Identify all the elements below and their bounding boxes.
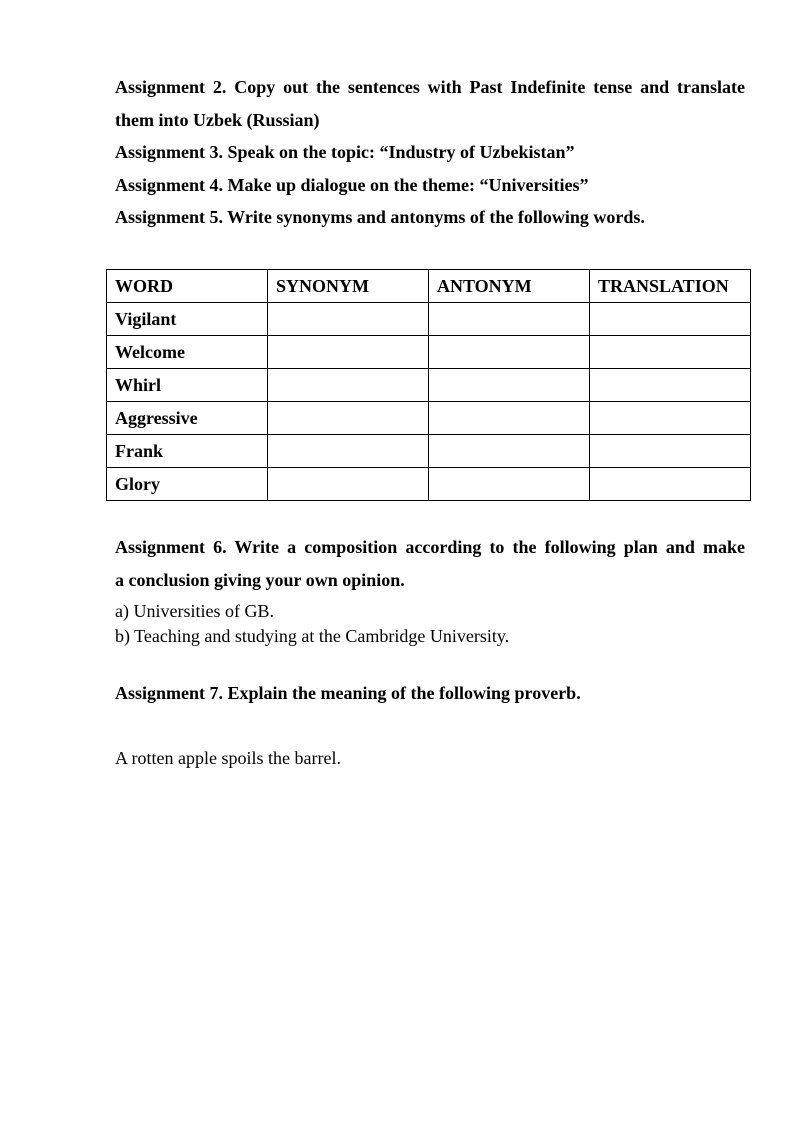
antonym-cell[interactable] — [429, 336, 590, 369]
synonym-cell[interactable] — [268, 303, 429, 336]
translation-cell[interactable] — [590, 303, 751, 336]
antonym-cell[interactable] — [429, 303, 590, 336]
header-antonym: ANTONYM — [429, 270, 590, 303]
word-cell: Frank — [107, 435, 268, 468]
assignment-6-line-2: a conclusion giving your own opinion. — [115, 570, 405, 590]
antonym-cell[interactable] — [429, 435, 590, 468]
words-table — [106, 269, 751, 501]
table-row — [107, 468, 751, 501]
table-row — [107, 336, 751, 369]
translation-cell[interactable] — [590, 336, 751, 369]
plan-item-a: a) Universities of GB. — [115, 601, 274, 621]
translation-cell[interactable] — [590, 369, 751, 402]
header-translation: TRANSLATION — [590, 270, 751, 303]
synonym-cell[interactable] — [268, 468, 429, 501]
synonym-cell[interactable] — [268, 336, 429, 369]
table-row — [107, 369, 751, 402]
assignment-3: Assignment 3. Speak on the topic: “Industry of Uzbekistan” — [115, 142, 575, 162]
assignment-6 — [115, 531, 745, 597]
word-cell: Whirl — [107, 369, 268, 402]
word-cell: Aggressive — [107, 402, 268, 435]
antonym-cell[interactable] — [429, 468, 590, 501]
antonym-cell[interactable] — [429, 369, 590, 402]
synonym-cell[interactable] — [268, 402, 429, 435]
assignment-2 — [115, 71, 745, 137]
word-cell: Glory — [107, 468, 268, 501]
translation-cell[interactable] — [590, 402, 751, 435]
assignment-2-line-1: Assignment 2. Copy out the sentences with Past Indefinite tense and translate — [115, 77, 745, 97]
antonym-cell[interactable] — [429, 402, 590, 435]
table-row — [107, 303, 751, 336]
synonym-cell[interactable] — [268, 369, 429, 402]
assignment-6-line-1: Assignment 6. Write a composition according to the following plan and make — [115, 537, 745, 557]
assignment-4: Assignment 4. Make up dialogue on the theme: “Universities” — [115, 175, 589, 195]
assignment-7: Assignment 7. Explain the meaning of the following proverb. — [115, 683, 581, 703]
header-word: WORD — [107, 270, 268, 303]
header-synonym: SYNONYM — [268, 270, 429, 303]
table-row — [107, 435, 751, 468]
word-cell: Vigilant — [107, 303, 268, 336]
table-header-row — [107, 270, 751, 303]
word-cell: Welcome — [107, 336, 268, 369]
translation-cell[interactable] — [590, 468, 751, 501]
translation-cell[interactable] — [590, 435, 751, 468]
table-row — [107, 402, 751, 435]
proverb-text: A rotten apple spoils the barrel. — [115, 748, 341, 768]
plan-item-b: b) Teaching and studying at the Cambridge University. — [115, 626, 510, 646]
synonym-cell[interactable] — [268, 435, 429, 468]
assignment-5: Assignment 5. Write synonyms and antonyms of the following words. — [115, 207, 645, 227]
assignment-2-line-2: them into Uzbek (Russian) — [115, 110, 320, 130]
